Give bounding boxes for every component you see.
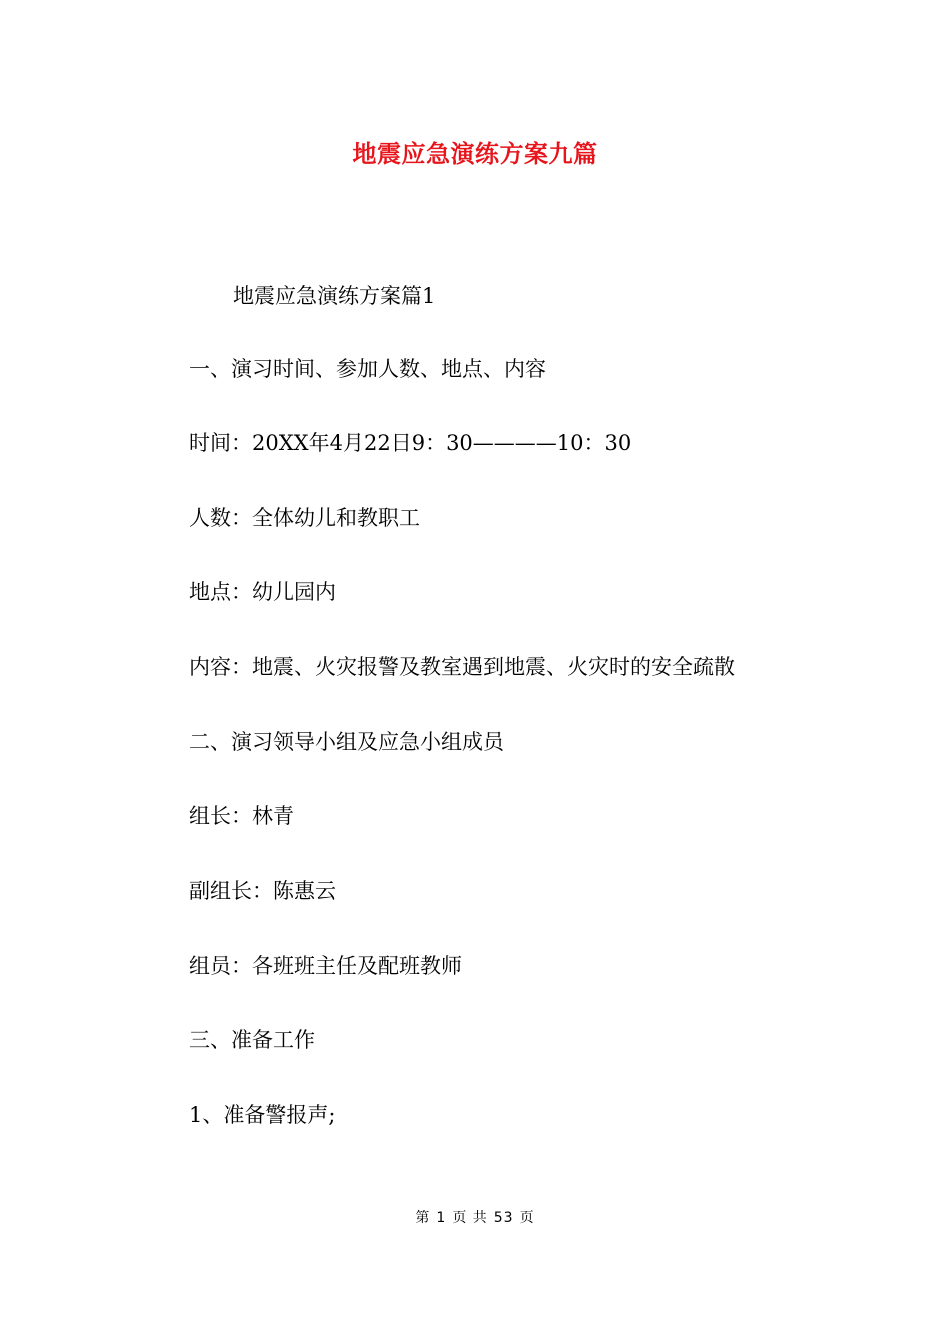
current-page-number: 1 xyxy=(436,1210,447,1226)
section-heading: 地震应急演练方案篇1 xyxy=(233,284,436,308)
paragraph-5: 内容：地震、火灾报警及教室遇到地震、火灾时的安全疏散 xyxy=(189,655,735,679)
page-footer xyxy=(0,1208,950,1228)
paragraph-1: 一、演习时间、参加人数、地点、内容 xyxy=(189,357,546,381)
paragraph-10: 三、准备工作 xyxy=(189,1028,315,1052)
page-label-prefix: 第 xyxy=(415,1210,431,1226)
paragraph-9: 组员：各班班主任及配班教师 xyxy=(189,954,462,978)
page-label-suffix: 页 xyxy=(519,1210,535,1226)
paragraph-11: 1、准备警报声; xyxy=(189,1103,336,1127)
document-title: 地震应急演练方案九篇 xyxy=(352,139,598,168)
page-label-mid: 页 共 xyxy=(452,1210,488,1226)
paragraph-8: 副组长：陈惠云 xyxy=(189,879,336,903)
paragraph-6: 二、演习领导小组及应急小组成员 xyxy=(189,730,504,754)
paragraph-3: 人数：全体幼儿和教职工 xyxy=(189,506,420,530)
total-pages-number: 53 xyxy=(493,1210,514,1226)
paragraph-7: 组长：林青 xyxy=(189,804,294,828)
paragraph-2: 时间：20XX年4月22日9：30————10：30 xyxy=(189,431,632,455)
paragraph-4: 地点：幼儿园内 xyxy=(189,580,336,604)
